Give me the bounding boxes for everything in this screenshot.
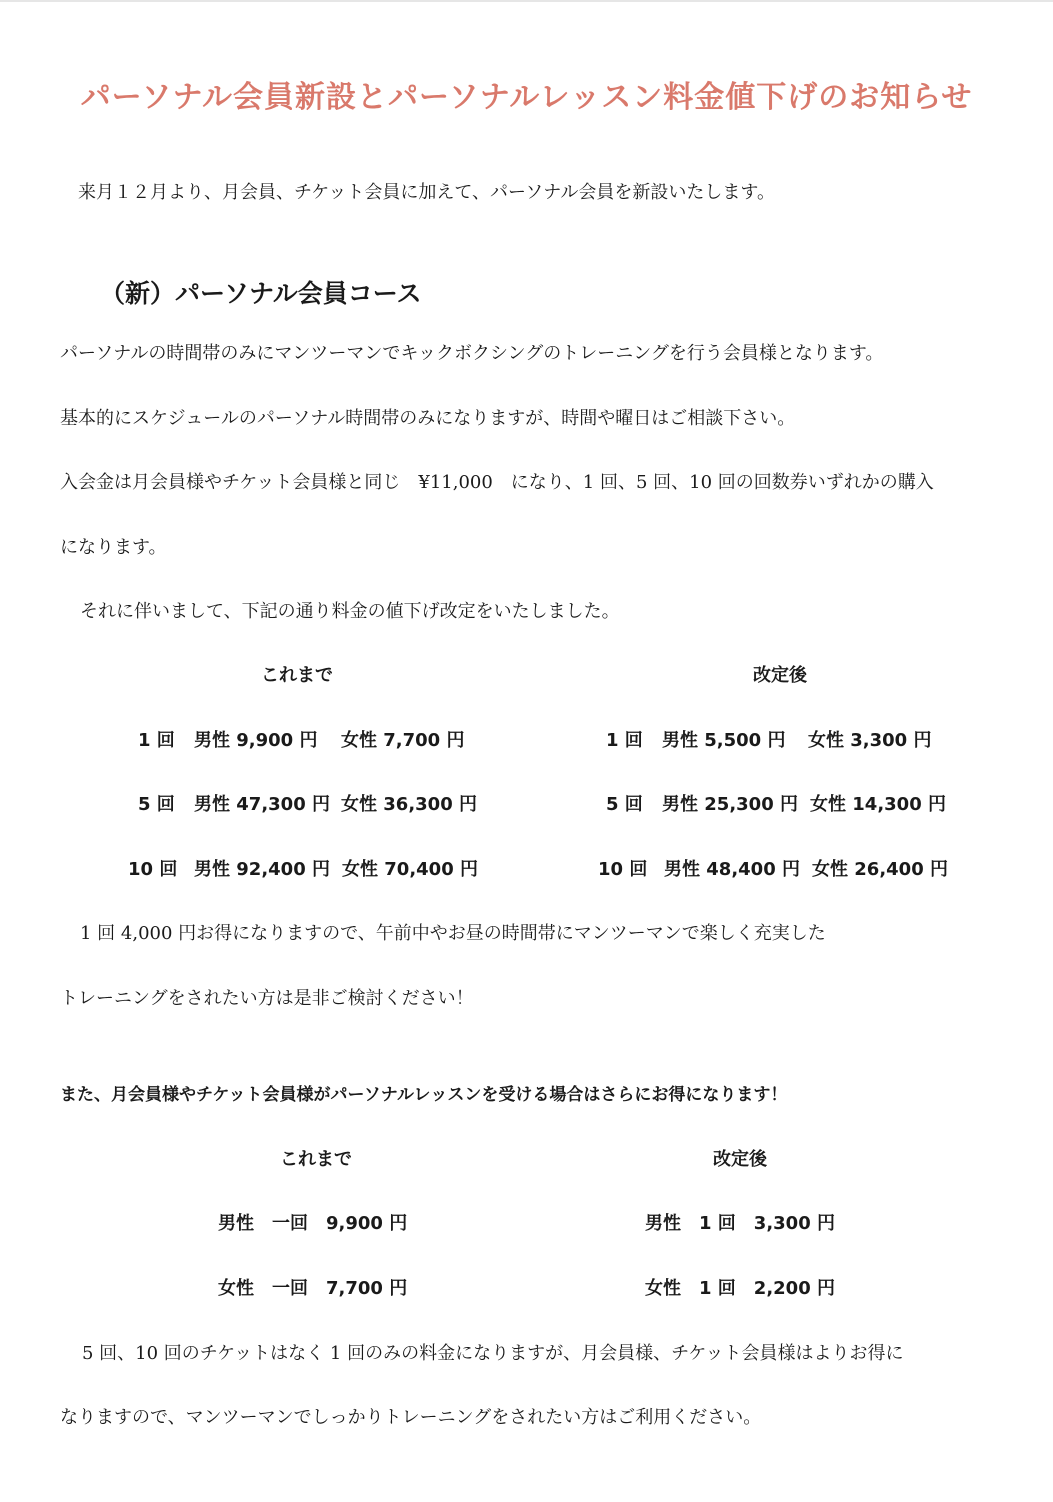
table1-before-header: これまで	[261, 665, 333, 686]
table2-row2-before: 女性 一回 7,700 円	[218, 1278, 408, 1299]
table1-row3-before-female: 女性 70,400 円	[342, 859, 478, 880]
page-title: パーソナル会員新設とパーソナルレッスン料金値下げのお知らせ	[80, 80, 973, 115]
description-line-1: パーソナルの時間帯のみにマンツーマンでキックボクシングのトレーニングを行う会員様となります。	[60, 343, 884, 364]
member-notice: また、月会員様やチケット会員様がパーソナルレッスンを受ける場合はさらにお得になります！	[60, 1085, 788, 1105]
table1-row2-before-male: 男性 47,300 円	[194, 794, 330, 815]
table1-row3-count-after: 10 回	[598, 859, 648, 880]
table1-row1-before-female: 女性 7,700 円	[341, 730, 465, 751]
closing-line-1: 5 回、10 回のチケットはなく 1 回のみの料金になりますが、月会員様、チケット会員様はよりお得に	[82, 1343, 904, 1364]
table2-after-header: 改定後	[713, 1149, 767, 1170]
description-line-2: 基本的にスケジュールのパーソナル時間帯のみになりますが、時間や曜日はご相談下さい。	[60, 408, 796, 429]
top-divider	[0, 0, 1053, 2]
description-line-4: になります。	[60, 537, 167, 558]
savings-line-1: 1 回 4,000 円お得になりますので、午前中やお昼の時間帯にマンツーマンで楽しく充実した	[80, 923, 826, 944]
closing-line-2: なりますので、マンツーマンでしっかりトレーニングをされたい方はご利用ください。	[60, 1407, 762, 1428]
table2-row1-before: 男性 一回 9,900 円	[218, 1213, 408, 1234]
table2-before-header: これまで	[280, 1149, 352, 1170]
table1-row2-after-male: 男性 25,300 円	[662, 794, 798, 815]
table1-row3-before-male: 男性 92,400 円	[194, 859, 330, 880]
table1-row3-count: 10 回	[128, 859, 178, 880]
table1-row2-count: 5 回	[138, 794, 175, 815]
table1-row2-count-after: 5 回	[606, 794, 643, 815]
table1-row1-count: 1 回	[138, 730, 175, 751]
table1-row2-before-female: 女性 36,300 円	[341, 794, 477, 815]
table1-row1-count-after: 1 回	[606, 730, 643, 751]
table1-after-header: 改定後	[753, 665, 807, 686]
table2-row2-after: 女性 1 回 2,200 円	[645, 1278, 835, 1299]
table1-row1-before-male: 男性 9,900 円	[194, 730, 318, 751]
description-line-3: 入会金は月会員様やチケット会員様と同じ ¥11,000 になり、1 回、5 回、10 回の回数券いずれかの購入	[60, 472, 934, 493]
table1-row1-after-female: 女性 3,300 円	[808, 730, 932, 751]
course-heading: （新）パーソナル会員コース	[100, 279, 422, 308]
intro-text: 来月１２月より、月会員、チケット会員に加えて、パーソナル会員を新設いたします。	[78, 182, 775, 203]
table1-row1-after-male: 男性 5,500 円	[662, 730, 786, 751]
savings-line-2: トレーニングをされたい方は是非ご検討ください！	[60, 988, 474, 1009]
table1-row3-after-female: 女性 26,400 円	[812, 859, 948, 880]
price-intro: それに伴いまして、下記の通り料金の値下げ改定をいたしました。	[80, 601, 620, 622]
table1-row2-after-female: 女性 14,300 円	[810, 794, 946, 815]
table2-row1-after: 男性 1 回 3,300 円	[645, 1213, 835, 1234]
table1-row3-after-male: 男性 48,400 円	[664, 859, 800, 880]
